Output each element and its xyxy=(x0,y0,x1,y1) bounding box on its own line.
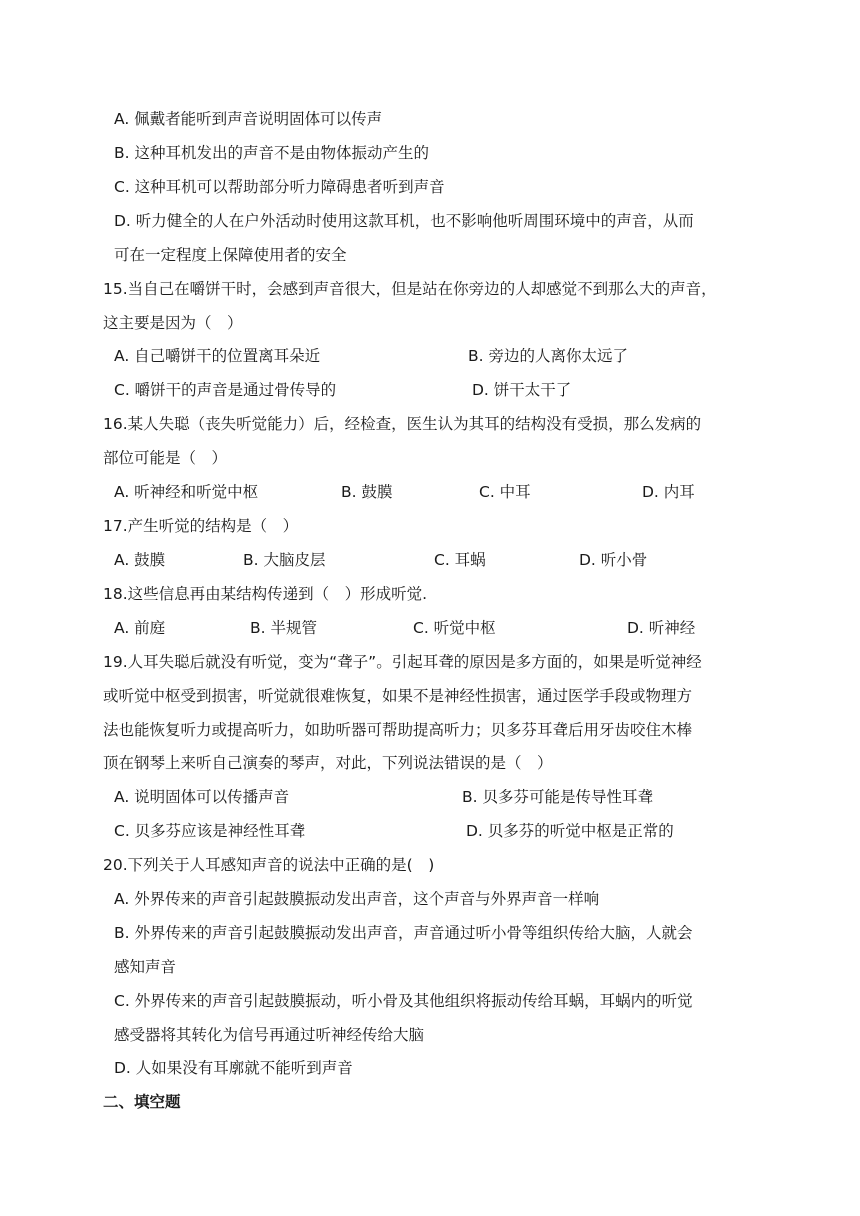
q17-option-d: D. 听小骨 xyxy=(579,551,648,569)
q20-option-a: A. 外界传来的声音引起鼓膜振动发出声音，这个声音与外界声音一样响 xyxy=(114,890,600,908)
q20-option-c-continuation: 感受器将其转化为信号再通过听神经传给大脑 xyxy=(114,1026,425,1044)
q16-stem-continuation: 部位可能是（ ） xyxy=(103,449,228,467)
q14-option-d: D. 听力健全的人在户外活动时使用这款耳机，也不影响他听周围环境中的声音，从而 xyxy=(114,212,694,230)
q14-option-c: C. 这种耳机可以帮助部分听力障碍患者听到声音 xyxy=(114,178,445,196)
q17-option-b: B. 大脑皮层 xyxy=(243,551,326,569)
q19-stem-line-1: 19.人耳失聪后就没有听觉，变为“聋子”。引起耳聋的原因是多方面的，如果是听觉神经 xyxy=(103,653,702,671)
q16-option-c: C. 中耳 xyxy=(479,483,531,501)
q19-stem-line-3: 法也能恢复听力或提高听力，如助听器可帮助提高听力；贝多芬耳聋后用牙齿咬住木棒 xyxy=(103,721,693,739)
q15-option-a: A. 自己嚼饼干的位置离耳朵近 xyxy=(114,347,321,365)
q18-option-b: B. 半规管 xyxy=(250,619,317,637)
q18-option-d: D. 听神经 xyxy=(627,619,696,637)
q17-option-c: C. 耳蜗 xyxy=(434,551,486,569)
q20-option-b-continuation: 感知声音 xyxy=(114,958,177,976)
q15-option-d: D. 饼干太干了 xyxy=(472,381,572,399)
q15-option-b: B. 旁边的人离你太远了 xyxy=(468,347,628,365)
q20-stem: 20.下列关于人耳感知声音的说法中正确的是( ) xyxy=(103,856,435,874)
q14-option-a: A. 佩戴者能听到声音说明固体可以传声 xyxy=(114,110,383,128)
q18-option-a: A. 前庭 xyxy=(114,619,166,637)
q17-option-a: A. 鼓膜 xyxy=(114,551,166,569)
q15-stem: 15.当自己在嚼饼干时，会感到声音很大，但是站在你旁边的人却感觉不到那么大的声音， xyxy=(103,280,717,298)
q17-stem: 17.产生听觉的结构是（ ） xyxy=(103,517,299,535)
q15-option-c: C. 嚼饼干的声音是通过骨传导的 xyxy=(114,381,337,399)
q20-option-d: D. 人如果没有耳廓就不能听到声音 xyxy=(114,1059,353,1077)
q18-option-c: C. 听觉中枢 xyxy=(413,619,496,637)
q16-stem: 16.某人失聪（丧失听觉能力）后，经检查，医生认为其耳的结构没有受损，那么发病的 xyxy=(103,415,702,433)
q14-option-d-continuation: 可在一定程度上保障使用者的安全 xyxy=(114,246,347,264)
q19-stem-line-2: 或听觉中枢受到损害，听觉就很难恢复，如果不是神经性损害，通过医学手段或物理方 xyxy=(103,687,693,705)
q16-option-b: B. 鼓膜 xyxy=(341,483,393,501)
q16-option-d: D. 内耳 xyxy=(642,483,695,501)
q20-option-c: C. 外界传来的声音引起鼓膜振动，听小骨及其他组织将振动传给耳蜗，耳蜗内的听觉 xyxy=(114,992,693,1010)
q19-option-c: C. 贝多芬应该是神经性耳聋 xyxy=(114,822,306,840)
q18-stem: 18.这些信息再由某结构传递到（ ）形成听觉. xyxy=(103,585,428,603)
q16-option-a: A. 听神经和听觉中枢 xyxy=(114,483,259,501)
q19-stem-line-4: 顶在钢琴上来听自己演奏的琴声，对此，下列说法错误的是（ ） xyxy=(103,754,553,772)
q20-option-b: B. 外界传来的声音引起鼓膜振动发出声音，声音通过听小骨等组织传给大脑，人就会 xyxy=(114,924,693,942)
q19-option-b: B. 贝多芬可能是传导性耳聋 xyxy=(462,788,653,806)
q19-option-a: A. 说明固体可以传播声音 xyxy=(114,788,290,806)
q19-option-d: D. 贝多芬的听觉中枢是正常的 xyxy=(466,822,674,840)
q14-option-b: B. 这种耳机发出的声音不是由物体振动产生的 xyxy=(114,144,429,162)
section-heading-fill-in: 二、填空题 xyxy=(103,1093,181,1111)
q15-stem-continuation: 这主要是因为（ ） xyxy=(103,314,243,332)
